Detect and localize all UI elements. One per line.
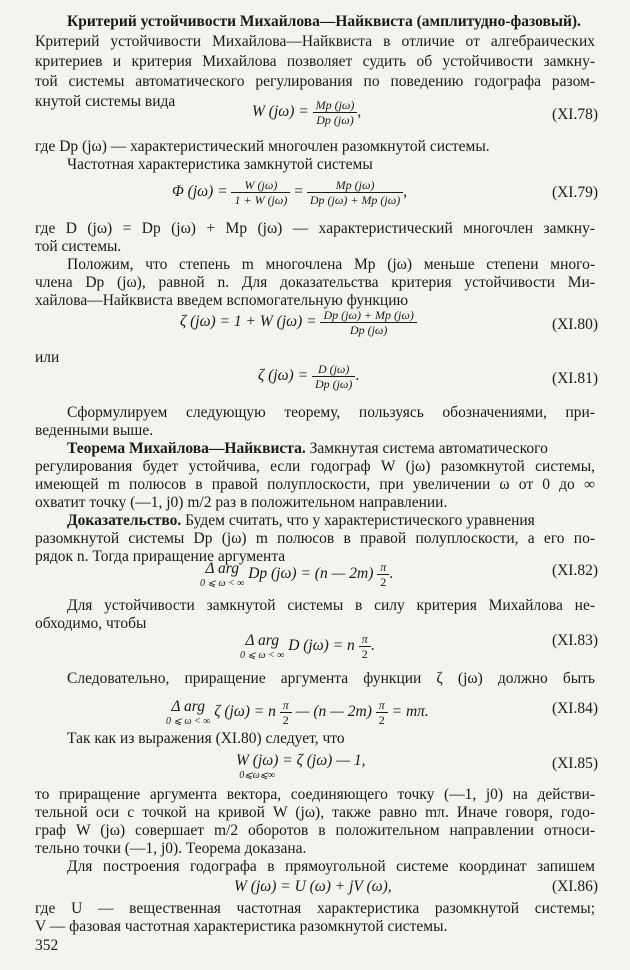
equation-number: (XI.81) (551, 370, 598, 387)
equation-xi79: Φ (jω) = $\frac{W (j\omega)}{1 + W (j\omega)}$ = $\frac{Mр (j\omega)}{Dр (j\omega) + Mр (j\omega)}$ , (172, 178, 408, 207)
text-line: Для устойчивости замкнутой системы в силу критерия Михайлова не- (67, 597, 595, 614)
equation-number: (XI.79) (551, 184, 598, 201)
text-line: той системы. (35, 238, 122, 255)
text-line: или (35, 349, 60, 366)
text-line: где Dр (jω) — характеристический многочлен разомкнутой системы. (35, 138, 490, 155)
equation-number: (XI.84) (551, 700, 598, 717)
text-line: Так как из выражения (XI.80) следует, что (67, 730, 345, 747)
equation-xi85: W (jω) 0⩽ω⩽∞ = ζ (jω) — 1, (236, 752, 366, 781)
proof-line: Доказательство. Будем считать, что у характеристического уравнения (67, 512, 535, 529)
text-line: V — фазовая частотная характеристика разомкнутой системы. (35, 918, 448, 935)
text-line: тельно точки (—1, j0). Теорема доказана. (35, 840, 307, 857)
text-line: Сформулируем следующую теорему, пользуясь обозначениями, при- (67, 404, 595, 421)
equation-number: (XI.78) (551, 106, 598, 123)
equation-number: (XI.85) (551, 755, 598, 772)
text-line: критериев и критерия Михайлова позволяет судить об устойчивости замкну- (35, 53, 595, 70)
page-number: 352 (35, 937, 59, 954)
equation-xi83: Δ arg 0 ⩽ ω < ∞ D (jω) = n $\frac{\pi}{2}$ . (240, 632, 375, 661)
text-line: разомкнутой системы Dр (jω) m полюсов в правой полуплоскости, а его по- (35, 530, 595, 547)
equation-xi84: Δ arg 0 ⩽ ω < ∞ ζ (jω) = n $\frac{\pi}{2}$ — (n — 2m) $\frac{\pi}{2}$ = mπ. (166, 698, 429, 727)
text-line: обходимо, чтобы (35, 615, 147, 632)
equation-xi78: W (jω) = $\frac{Mр (j\omega)}{Dр (j\omega)}$ , (252, 98, 362, 127)
equation-xi86: W (jω) = U (ω) + jV (ω), (234, 878, 392, 895)
equation-xi80: ζ (jω) = 1 + W (jω) = $\frac{Dр (j\omega) + Mр (j\omega)}{Dр (j\omega)}$ (180, 308, 417, 337)
theorem-title: Теорема Михайлова—Найквиста. (67, 440, 306, 457)
text-line: кнутой системы вида (35, 93, 176, 110)
text-line: граф W (jω) совершает m/2 оборотов в положительном направлении относи- (35, 822, 595, 839)
section-heading: Критерий устойчивости Михайлова—Найквиста (амплитудно-фазовый). (67, 13, 581, 30)
text-line: рядок n. Тогда приращение аргумента (35, 548, 286, 565)
text-line: члена Dр (jω), равной n. Для доказательства критерия устойчивости Ми- (35, 274, 595, 291)
text-line: то приращение аргумента вектора, соединяющего точку (—1, j0) на действи- (35, 786, 595, 803)
text-line: Положим, что степень m многочлена Mр (jω) меньше степени много- (67, 256, 595, 273)
text-line: Следовательно, приращение аргумента функции ζ (jω) должно быть (67, 670, 595, 687)
text-line: регулирования будет устойчива, если годограф W (jω) разомкнутой системы, (35, 458, 595, 475)
equation-number: (XI.86) (551, 878, 598, 895)
text-line: охватит точку (—1, j0) m/2 раз в положительном направлении. (35, 494, 448, 511)
text-line: Частотная характеристика замкнутой системы (67, 156, 373, 173)
text-line: Критерий устойчивости Михайлова—Найквиста в отличие от алгебраических (35, 33, 595, 50)
equation-number: (XI.83) (551, 632, 598, 649)
text-line: Для построения годографа в прямоугольной системе координат запишем (67, 858, 595, 875)
text-line: где U — вещественная частотная характеристика разомкнутой системы; (35, 900, 595, 917)
equation-xi82: Δ arg 0 ⩽ ω < ∞ Dр (jω) = (n — 2m) $\frac{\pi}{2}$ . (200, 560, 394, 589)
proof-title: Доказательство. (67, 512, 182, 529)
text-line: имеющей m полюсов в правой полуплоскости, при увеличении ω от 0 до ∞ (35, 476, 595, 493)
text-line: где D (jω) = Dр (jω) + Mр (jω) — характеристический многочлен замкну- (35, 220, 595, 237)
equation-number: (XI.82) (551, 562, 598, 579)
theorem-line: Теорема Михайлова—Найквиста. Замкнутая система автоматического (67, 440, 548, 457)
text-line: той системы автоматического регулирования по поведению годографа разом- (35, 73, 595, 90)
text-line: веденными выше. (35, 422, 154, 439)
equation-xi81: ζ (jω) = $\frac{D (j\omega)}{Dр (j\omega)}$ . (258, 362, 360, 391)
text-line: тельной оси с точкой на кривой W (jω), также равно mπ. Иначе говоря, годо- (35, 804, 595, 821)
equation-number: (XI.80) (551, 316, 598, 333)
text-line: хайлова—Найквиста введем вспомогательную функцию (35, 292, 409, 309)
